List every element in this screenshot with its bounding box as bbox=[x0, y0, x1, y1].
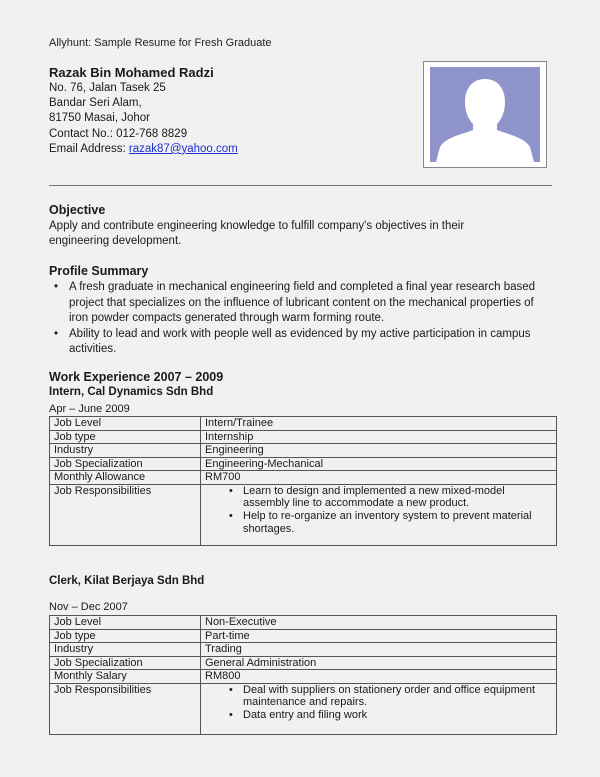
profile-item: • Ability to lead and work with people well as evidenced by my active participation in campus activities. bbox=[49, 327, 539, 358]
table-value: General Administration bbox=[201, 656, 557, 670]
document-header: Allyhunt: Sample Resume for Fresh Graduate bbox=[49, 37, 272, 49]
table-row bbox=[50, 683, 557, 734]
table-value: Trading bbox=[201, 643, 557, 657]
address-line-1: No. 76, Jalan Tasek 25 bbox=[49, 82, 166, 94]
table-key: Job Responsibilities bbox=[50, 484, 201, 545]
profile-heading: Profile Summary bbox=[49, 264, 149, 278]
email-line bbox=[49, 142, 238, 157]
table-key: Monthly Allowance bbox=[50, 471, 201, 485]
contact-block bbox=[49, 81, 238, 157]
responsibilities-list bbox=[205, 485, 552, 536]
table-value: Engineering-Mechanical bbox=[201, 457, 557, 471]
job-table bbox=[49, 416, 557, 546]
table-row bbox=[50, 656, 557, 670]
table-key: Job Level bbox=[50, 417, 201, 431]
table-row bbox=[50, 484, 557, 545]
job-company: Clerk, Kilat Berjaya Sdn Bhd bbox=[49, 575, 205, 587]
table-key: Industry bbox=[50, 444, 201, 458]
table-value: RM800 bbox=[201, 670, 557, 684]
table-row bbox=[50, 643, 557, 657]
responsibility-item: • Help to re-organize an inventory system to prevent material shortages. bbox=[227, 510, 552, 536]
table-row bbox=[50, 471, 557, 485]
table-value: Intern/Trainee bbox=[201, 417, 557, 431]
responsibilities-cell bbox=[201, 683, 557, 734]
address-line-2: Bandar Seri Alam, bbox=[49, 97, 142, 110]
objective-text: Apply and contribute engineering knowledge to fulfill company's objectives in their engineering development. bbox=[49, 220, 465, 247]
table-row bbox=[50, 444, 557, 458]
table-row bbox=[50, 629, 557, 643]
table-value: Non-Executive bbox=[201, 616, 557, 630]
objective-heading: Objective bbox=[49, 203, 106, 217]
table-value: Part-time bbox=[201, 629, 557, 643]
email-link[interactable]: razak87@yahoo.com bbox=[128, 142, 238, 155]
job-period: Nov – Dec 2007 bbox=[49, 601, 128, 613]
table-key: Job Specialization bbox=[50, 656, 201, 670]
table-key: Job Specialization bbox=[50, 457, 201, 471]
table-key: Job type bbox=[50, 430, 201, 444]
profile-silhouette-icon bbox=[430, 67, 540, 162]
table-value: Internship bbox=[201, 430, 557, 444]
table-key: Industry bbox=[50, 643, 201, 657]
profile-item: • A fresh graduate in mechanical engineering field and completed a final year research based project that specializes on the influence of lubricant content on the mechanical properties of iron powder compacts generated through warm forming route. bbox=[49, 280, 539, 327]
table-key: Monthly Salary bbox=[50, 670, 201, 684]
table-row bbox=[50, 417, 557, 431]
experience-heading: Work Experience 2007 – 2009 bbox=[49, 370, 224, 384]
table-value: Engineering bbox=[201, 444, 557, 458]
table-row bbox=[50, 616, 557, 630]
phone-line: Contact No.: 012-768 8829 bbox=[49, 127, 188, 140]
job-table bbox=[49, 615, 557, 735]
responsibility-item: • Learn to design and implemented a new mixed-model assembly line to accommodate a new product. bbox=[227, 485, 552, 511]
table-row bbox=[50, 430, 557, 444]
divider bbox=[49, 185, 552, 186]
table-key: Job type bbox=[50, 629, 201, 643]
table-row bbox=[50, 670, 557, 684]
email-label: Email Address: bbox=[49, 142, 129, 155]
table-row bbox=[50, 457, 557, 471]
profile-list bbox=[49, 280, 539, 358]
responsibilities-list bbox=[205, 684, 552, 722]
address-line-3: 81750 Masai, Johor bbox=[49, 112, 151, 125]
responsibility-item: • Deal with suppliers on stationery order and office equipment maintenance and repairs. bbox=[227, 684, 552, 710]
table-key: Job Level bbox=[50, 616, 201, 630]
responsibilities-cell bbox=[201, 484, 557, 545]
table-value: RM700 bbox=[201, 471, 557, 485]
responsibility-item: • Data entry and filing work bbox=[227, 709, 552, 722]
job-company: Intern, Cal Dynamics Sdn Bhd bbox=[49, 386, 214, 398]
profile-photo bbox=[423, 61, 547, 168]
candidate-name: Razak Bin Mohamed Radzi bbox=[49, 65, 214, 80]
job-period: Apr – June 2009 bbox=[49, 403, 130, 415]
table-key: Job Responsibilities bbox=[50, 683, 201, 734]
